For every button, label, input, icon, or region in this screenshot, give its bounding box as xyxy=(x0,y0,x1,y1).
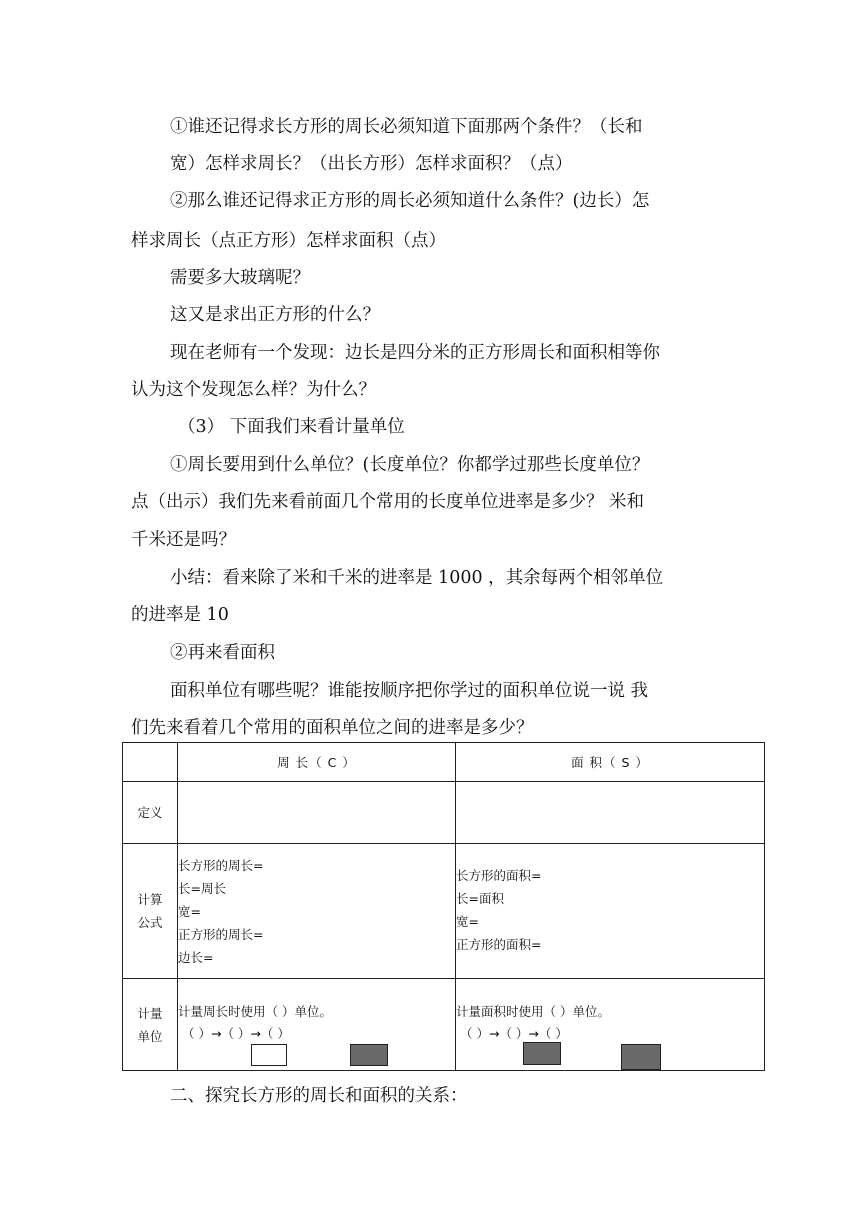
row-label-unit-line2: 单位 xyxy=(137,1028,163,1044)
formula-line: 正方形的面积= xyxy=(456,937,542,952)
row-label-unit-line1: 计量 xyxy=(137,1005,163,1021)
formula-line: 长方形的面积= xyxy=(456,868,542,883)
definition-area-cell xyxy=(456,782,765,844)
header-perimeter: 周 长（ C ） xyxy=(178,743,456,782)
paragraph-line: 点（出示）我们先来看前面几个常用的长度单位进率是多少？ 米和 xyxy=(131,492,645,512)
paragraph-line: ①谁还记得求长方形的周长必须知道下面那两个条件？（长和 xyxy=(170,117,643,137)
section-heading: （3） 下面我们来看计量单位 xyxy=(178,417,405,437)
formula-line: 宽= xyxy=(456,914,479,929)
formula-line: 长=周长 xyxy=(178,880,226,896)
formula-line: 正方形的周长= xyxy=(178,926,264,942)
paragraph-line: 这又是求出正方形的什么？ xyxy=(170,305,380,325)
section-heading: 二、探究长方形的周长和面积的关系： xyxy=(170,1086,468,1106)
formula-line: 长=面积 xyxy=(456,891,504,906)
row-label-definition: 定义 xyxy=(123,782,178,844)
paragraph-line: 小结：看来除了米和千米的进率是 1000 ，其余每两个相邻单位 xyxy=(170,568,664,588)
formula-line: 边长= xyxy=(178,949,214,965)
paragraph-line: 需要多大玻璃呢？ xyxy=(170,268,310,288)
table-corner-cell xyxy=(123,743,178,782)
unit-area-text: 计量面积时使用（ ）单位。 xyxy=(456,1003,610,1019)
unit-area-cell xyxy=(456,979,765,1071)
comparison-table xyxy=(122,742,765,1071)
formula-area-cell xyxy=(456,844,765,979)
formula-line: 宽= xyxy=(178,903,201,919)
table-row-formula xyxy=(123,844,765,979)
paragraph-line: ②再来看面积 xyxy=(170,643,275,663)
paragraph-line: ②那么谁还记得求正方形的周长必须知道什么条件？(边长）怎 xyxy=(170,191,650,211)
header-area: 面 积（ S ） xyxy=(456,743,765,782)
paragraph-line: 们先来看着几个常用的面积单位之间的进率是多少？ xyxy=(131,718,534,738)
paragraph-line: 的进率是 10 xyxy=(131,605,229,625)
paragraph-line: 千米还是吗？ xyxy=(131,530,236,550)
paragraph-line: 宽）怎样求周长？（出长方形）怎样求面积？（点） xyxy=(170,154,573,174)
paragraph-line: 样求周长（点正方形）怎样求面积（点） xyxy=(131,231,446,251)
row-label-formula-line1: 计算 xyxy=(137,892,163,907)
unit-perimeter-text: 计量周长时使用（ ）单位。 xyxy=(178,1003,332,1019)
table-row-definition xyxy=(123,782,765,844)
unit-square-filled xyxy=(350,1044,388,1066)
row-label-formula-line2: 公式 xyxy=(137,915,163,930)
paragraph-line: 现在老师有一个发现：边长是四分米的正方形周长和面积相等你 xyxy=(170,343,660,363)
formula-line: 长方形的周长= xyxy=(178,857,264,873)
paragraph-line: 认为这个发现怎么样？为什么？ xyxy=(131,380,376,400)
formula-perimeter-cell xyxy=(178,844,456,979)
table-header-row xyxy=(123,743,765,782)
unit-square-filled xyxy=(523,1042,561,1065)
unit-area-chain: （ ）→（ ）→（ ） xyxy=(460,1025,568,1041)
definition-perimeter-cell xyxy=(178,782,456,844)
paragraph-line: ①周长要用到什么单位？(长度单位？你都学过那些长度单位？ xyxy=(170,455,650,475)
table-row-unit xyxy=(123,979,765,1071)
row-label-unit xyxy=(123,979,178,1071)
row-label-formula xyxy=(123,844,178,979)
unit-square-outline xyxy=(251,1044,287,1066)
unit-perimeter-cell xyxy=(178,979,456,1071)
paragraph-line: 面积单位有哪些呢？谁能按顺序把你学过的面积单位说一说 我 xyxy=(170,681,649,701)
unit-square-filled xyxy=(621,1044,661,1070)
unit-perimeter-chain: （ ）→（ ）→（ ） xyxy=(182,1025,290,1041)
